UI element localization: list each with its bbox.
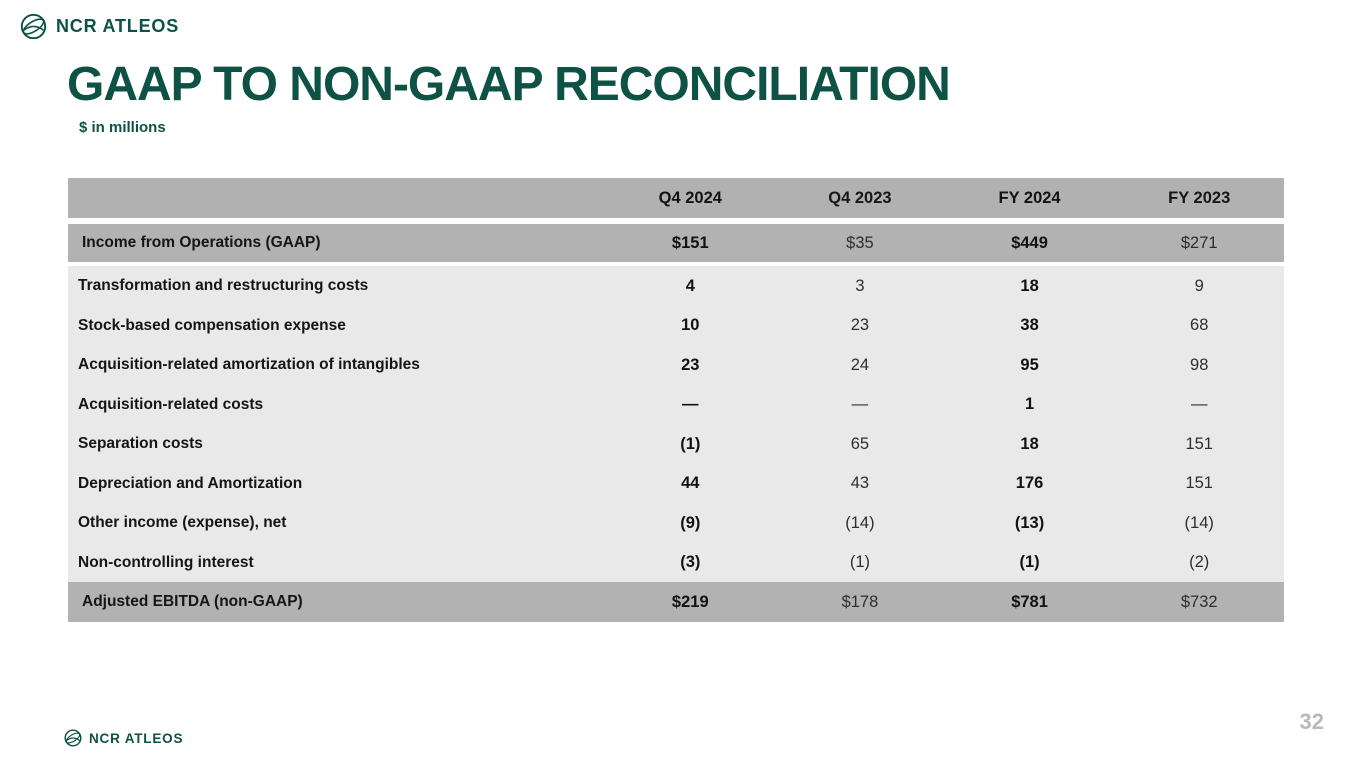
row-label: Separation costs [78,435,203,453]
cell-fy-2024: 1 [1024,395,1035,414]
cell-q4-2023: — [851,395,869,414]
cell-q4-2023: $35 [846,233,874,252]
cell-fy-2023: 151 [1185,474,1213,493]
cell-fy-2024: 176 [1015,474,1044,493]
cell-q4-2023: 3 [855,276,865,295]
cell-q4-2024: 23 [681,355,700,374]
cell-q4-2023: (14) [845,513,875,532]
cell-fy-2024: 18 [1020,434,1039,453]
cell-q4-2024: $219 [671,592,709,611]
cell-fy-2023: 68 [1190,316,1209,335]
cell-q4-2024: (9) [680,513,701,532]
column-header-q4-2024: Q4 2024 [658,188,722,207]
cell-fy-2023: 9 [1194,276,1204,295]
cell-fy-2023: — [1190,395,1208,414]
cell-fy-2023: (14) [1184,513,1214,532]
page-title: GAAP TO NON-GAAP RECONCILIATION [67,58,950,111]
cell-q4-2023: 43 [850,474,870,493]
cell-q4-2023: $178 [841,592,879,611]
table-row [68,464,1284,504]
cell-fy-2024: (13) [1014,513,1045,532]
page-number: 32 [1299,709,1324,734]
table-row [68,266,1284,306]
cell-q4-2023: 23 [850,316,870,335]
table-body [68,224,1284,622]
cell-fy-2023: 98 [1190,355,1209,374]
cell-q4-2023: 24 [850,355,870,374]
cell-q4-2024: (1) [680,434,701,453]
row-label: Acquisition-related costs [78,395,264,413]
cell-fy-2024: 95 [1020,355,1039,374]
cell-fy-2023: 151 [1185,434,1213,453]
row-label: Other income (expense), net [78,514,287,532]
cell-fy-2023: $732 [1180,592,1218,611]
cell-q4-2024: 4 [685,276,695,295]
cell-q4-2023: (1) [849,553,871,572]
footer-brand [64,729,183,747]
globe-icon [20,13,47,40]
table-row [68,345,1284,385]
cell-fy-2024: $449 [1011,233,1048,252]
row-label: Adjusted EBITDA (non-GAAP) [82,593,303,611]
column-header-fy-2024: FY 2024 [998,188,1061,207]
table-row [68,424,1284,464]
cell-q4-2024: 44 [681,474,700,493]
brand-name: NCR ATLEOS [89,730,184,746]
cell-q4-2024: (3) [680,553,701,572]
cell-q4-2024: — [682,395,699,414]
cell-fy-2024: 38 [1020,316,1039,335]
column-header-fy-2023: FY 2023 [1168,188,1231,207]
row-label: Income from Operations (GAAP) [82,234,321,252]
row-label: Depreciation and Amortization [78,474,303,492]
table-row [68,582,1284,622]
table-row [68,306,1284,346]
cell-fy-2023: $271 [1180,233,1218,252]
cell-q4-2024: $151 [671,233,709,252]
row-label: Acquisition-related amortization of intangibles [78,356,420,374]
brand-name: NCR ATLEOS [56,16,179,36]
row-label: Transformation and restructuring costs [78,277,369,295]
units-note: $ in millions [79,119,166,136]
cell-fy-2023: (2) [1189,553,1210,572]
cell-q4-2024: 10 [681,316,700,335]
table-row [68,503,1284,543]
table-header-row [68,178,1284,218]
globe-icon [64,729,82,747]
cell-fy-2024: (1) [1019,553,1040,572]
row-label: Stock-based compensation expense [78,316,346,334]
table-row [68,543,1284,583]
cell-fy-2024: $781 [1011,592,1048,611]
cell-fy-2024: 18 [1020,276,1039,295]
reconciliation-table [68,178,1284,622]
table-row [68,385,1284,425]
row-label: Non-controlling interest [78,553,254,571]
cell-q4-2023: 65 [850,434,870,453]
column-header-q4-2023: Q4 2023 [828,188,892,207]
table-row [68,224,1284,262]
header-brand [20,13,179,40]
